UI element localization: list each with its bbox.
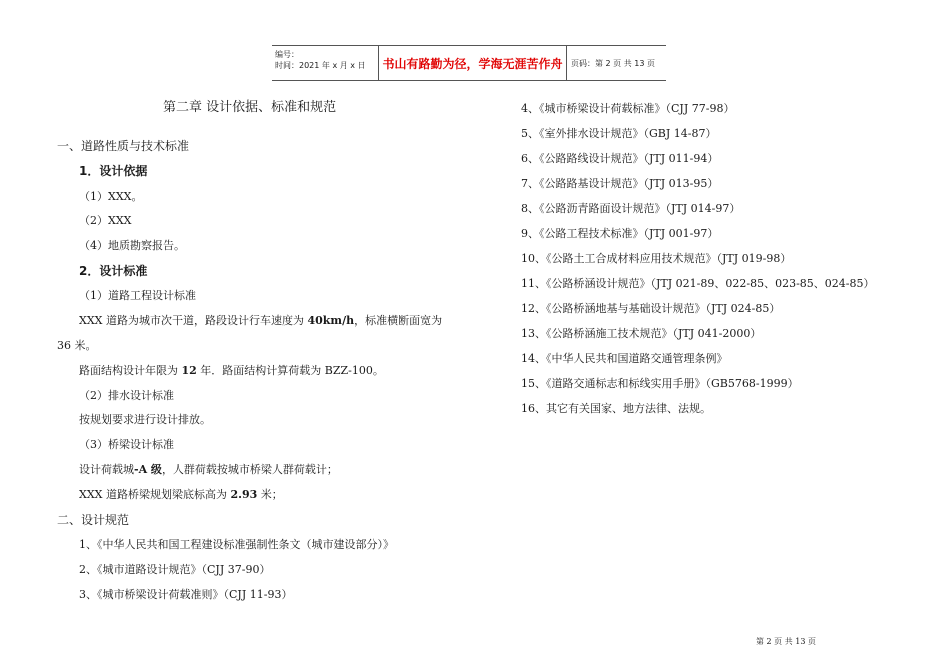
footer-page-number: 第 2 页 共 13 页 bbox=[756, 637, 816, 646]
bridge-p2-text-a: XXX 道路桥梁规划梁底标高为 bbox=[79, 488, 231, 501]
bridge-p1-text-a: 设计荷载城 bbox=[79, 463, 134, 476]
header-page-label: 页码：第 2 页 共 13 页 bbox=[571, 58, 655, 68]
spec-item-7: 7、《公路路基设计规范》（JTJ 013-95） bbox=[521, 177, 719, 190]
road-p2-years: 12 bbox=[181, 364, 197, 377]
sub1-heading: 1．设计依据 bbox=[79, 164, 148, 178]
chapter-title: 第二章 设计依据、标准和规范 bbox=[163, 100, 337, 115]
header-motto: 书山有路勤为径，学海无涯苦作舟 bbox=[379, 46, 567, 80]
spec-item-16: 16、其它有关国家、地方法律、法规。 bbox=[521, 402, 711, 415]
spec-item-14: 14、《中华人民共和国道路交通管理条例》 bbox=[521, 352, 728, 365]
road-standard-heading: （1）道路工程设计标准 bbox=[79, 289, 196, 302]
basis-item-1: （1）XXX。 bbox=[79, 190, 143, 203]
basis-item-4: （4）地质勘察报告。 bbox=[79, 239, 185, 252]
spec-item-8: 8、《公路沥青路面设计规范》（JTJ 014-97） bbox=[521, 202, 741, 215]
spec-item-4: 4、《城市桥梁设计荷载标准》（CJJ 77-98） bbox=[521, 102, 735, 115]
spec-item-15: 15、《道路交通标志和标线实用手册》（GB5768-1999） bbox=[521, 377, 799, 390]
road-p1-text-a: XXX 道路为城市次干道，路段设计行车速度为 bbox=[79, 314, 308, 327]
number-label: 编号： bbox=[275, 50, 299, 59]
road-p2-text-a: 路面结构设计年限为 bbox=[79, 364, 182, 377]
spec-item-1: 1、《中华人民共和国工程建设标准强制性条文（城市建设部分）》 bbox=[79, 538, 394, 551]
section2-heading: 二、设计规范 bbox=[57, 513, 130, 527]
road-paragraph-2 bbox=[79, 364, 384, 378]
header-table bbox=[272, 45, 666, 81]
drainage-text: 按规划要求进行设计排放。 bbox=[79, 413, 211, 426]
bridge-paragraph-2 bbox=[79, 488, 283, 502]
spec-item-13: 13、《公路桥涵施工技术规范》（JTJ 041-2000） bbox=[521, 327, 762, 340]
bridge-p2-elevation: 2.93 bbox=[230, 488, 258, 501]
spec-item-6: 6、《公路路线设计规范》（JTJ 011-94） bbox=[521, 152, 719, 165]
time-label: 时间：2021 年 x 月 x 日 bbox=[275, 61, 366, 70]
section1-heading: 一、道路性质与技术标准 bbox=[57, 139, 190, 153]
spec-item-11: 11、《公路桥涵设计规范》（JTJ 021-89、022-85、023-85、024-85） bbox=[521, 277, 875, 290]
bridge-p1-grade: -A 级 bbox=[134, 463, 162, 476]
header-meta-cell bbox=[272, 46, 379, 80]
spec-item-5: 5、《室外排水设计规范》（GBJ 14-87） bbox=[521, 127, 717, 140]
road-p1-speed: 40km/h bbox=[307, 314, 355, 327]
bridge-paragraph-1 bbox=[79, 463, 338, 477]
bridge-p2-text-c: 米； bbox=[257, 488, 283, 501]
road-p2-text-c: 年．路面结构计算荷载为 BZZ-100。 bbox=[196, 364, 384, 377]
road-paragraph-1-cont: 36 米。 bbox=[57, 339, 97, 352]
spec-item-2: 2、《城市道路设计规范》（CJJ 37-90） bbox=[79, 563, 271, 576]
spec-item-9: 9、《公路工程技术标准》（JTJ 001-97） bbox=[521, 227, 719, 240]
road-p1-text-c: ，标准横断面宽为 bbox=[354, 314, 443, 327]
spec-item-12: 12、《公路桥涵地基与基础设计规范》（JTJ 024-85） bbox=[521, 302, 781, 315]
spec-item-10: 10、《公路土工合成材料应用技术规范》（JTJ 019-98） bbox=[521, 252, 792, 265]
sub2-heading: 2．设计标准 bbox=[79, 264, 148, 278]
road-paragraph-1 bbox=[79, 314, 442, 328]
bridge-p1-text-c: ，人群荷载按城市桥梁人群荷载计； bbox=[161, 463, 338, 476]
basis-item-2: （2）XXX bbox=[79, 214, 132, 227]
drainage-heading: （2）排水设计标准 bbox=[79, 389, 174, 402]
bridge-heading: （3）桥梁设计标准 bbox=[79, 438, 174, 451]
spec-item-3: 3、《城市桥梁设计荷载准则》（CJJ 11-93） bbox=[79, 588, 293, 601]
